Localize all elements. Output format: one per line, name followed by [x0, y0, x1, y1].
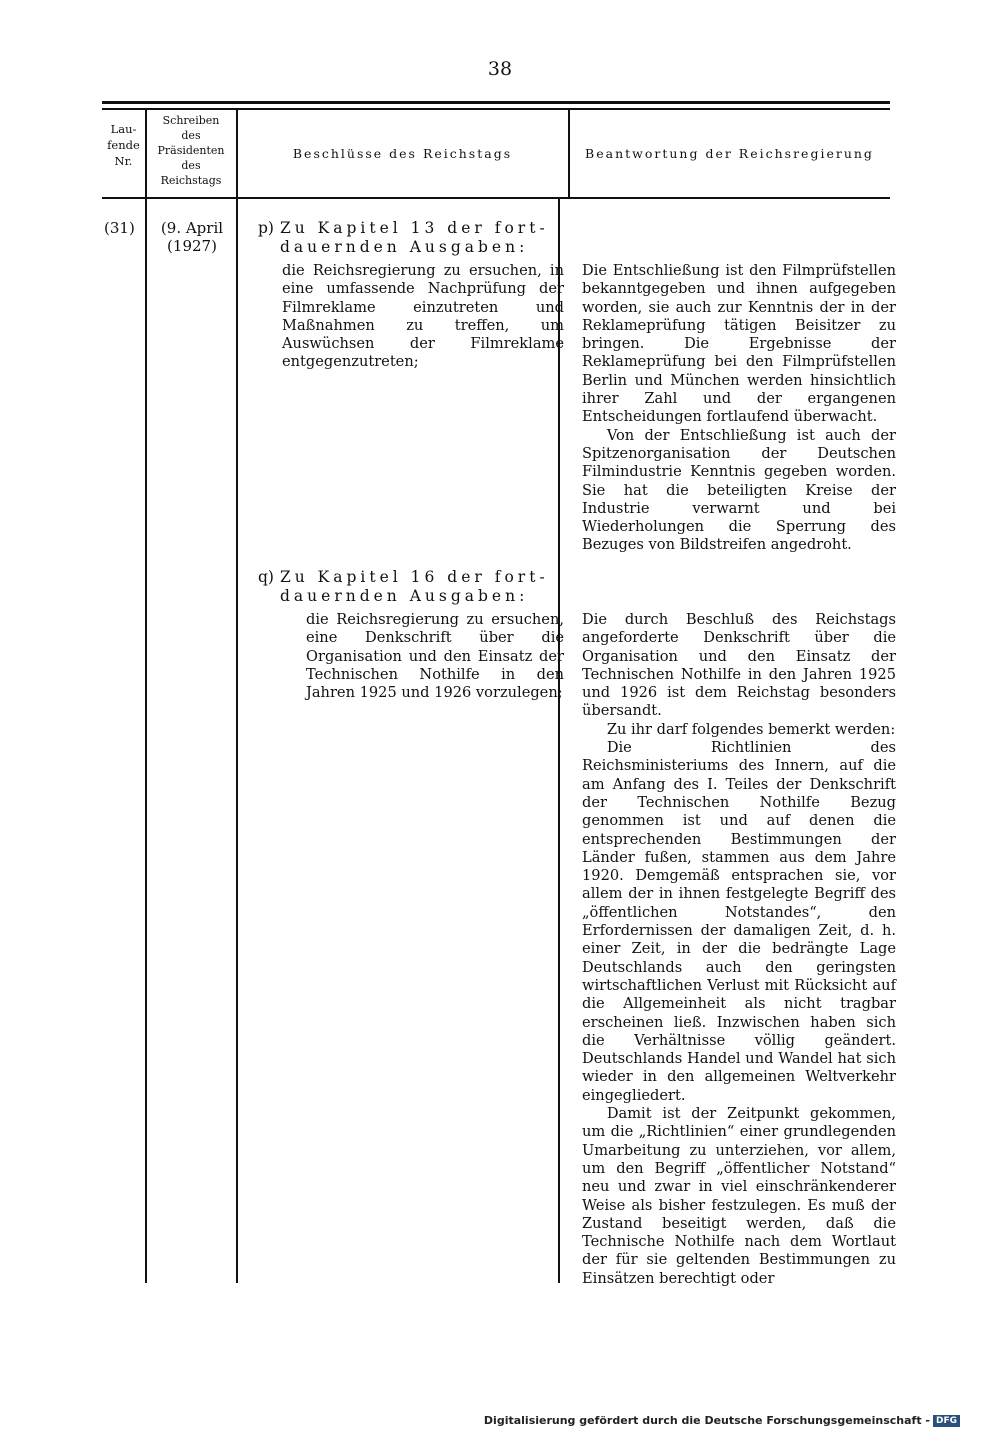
page-number: 38 [487, 58, 513, 80]
table-header-rule [102, 108, 890, 110]
table-body-rule [102, 197, 890, 199]
entry-q-label: q) [258, 568, 274, 586]
header-beantwortung: Beantwortung der Reichsregierung [585, 146, 874, 161]
header-beschluesse: Beschlüsse des Reichstags [292, 146, 513, 161]
dfg-logo: DFG [933, 1415, 960, 1427]
row-number: (31) [104, 219, 135, 237]
entry-p-label: p) [258, 219, 274, 237]
entry-p-answer: Die Entschließung ist den Filmprüfstellen bekanntgegeben und ihnen aufgegeben worden, sie auch zur Kenntnis der in der Reklameprüfung tätigen Beisitzer zu bringen. Die Ergebnisse der Reklameprüfung bei den Filmprüfstellen Berlin und München werden hinsichtlich ihrer Zahl und der ergangenen Entscheidungen fortlaufend überwacht. Von der Entschließung ist auch der Spitzenorganisation der Deutschen Filmindustrie Kenntnis gegeben worden. Sie hat die beteiligten Kreise der Industrie verwarnt und bei Wiederholungen die Sperrung des Bezuges von Bildstreifen angedroht. [582, 262, 896, 554]
entry-q-heading: q) Zu Kapitel 16 der fort- dauernden Ausgaben: [258, 568, 549, 605]
column-divider-2 [236, 108, 238, 1283]
footer-credit: Digitalisierung gefördert durch die Deutsche Forschungsgemeinschaft - DFG [484, 1414, 960, 1427]
table-top-rule [102, 101, 890, 104]
entry-p-heading: p) Zu Kapitel 13 der fort- dauernden Ausgaben: [258, 219, 549, 256]
header-schreiben: Schreiben des Präsidenten des Reichstags [157, 114, 225, 187]
header-laufende-nr: Lau- fende Nr. [107, 122, 140, 168]
entry-q-resolution: die Reichsregierung zu ersuchen, eine Denkschrift über die Organisation und den Einsatz der Technischen Nothilfe in den Jahren 1925 und 1926 vorzulegen; [306, 611, 564, 702]
column-divider-1 [145, 108, 147, 1283]
row-date: (9. April (1927) [160, 219, 224, 255]
entry-p-resolution: die Reichsregierung zu ersuchen, in eine umfassende Nachprüfung der Filmreklame einzutreten und Maßnahmen zu treffen, um Auswüchsen der Filmreklame entgegenzutreten; [282, 262, 564, 371]
entry-q-answer: Die durch Beschluß des Reichstags angeforderte Denkschrift über die Organisation und den Einsatz der Technischen Nothilfe in den Jahren 1925 und 1926 ist dem Reichstag besonders übersandt. Zu ihr darf folgendes bemerkt werden: Die Richtlinien des Reichsministeriums des Innern, auf die am Anfang des I. Teiles der Denkschrift der Technischen Nothilfe Bezug genommen ist und auf denen die entsprechenden Bestimmungen der Länder fußen, stammen aus dem Jahre 1920. Demgemäß entsprachen sie, vor allem der in ihnen festgelegte Begriff des „öffentlichen Notstandes“, den Erfordernissen der damaligen Zeit, d. h. einer Zeit, in der die bedrängte Lage Deutschlands auch den geringsten wirtschaftlichen Verlust mit Rücksicht auf die Allgemeinheit als nicht tragbar erscheinen ließ. Inzwischen haben sich die Verhältnisse völlig geändert. Deutschlands Handel und Wandel hat sich wieder in den allgemeinen Weltverkehr eingegliedert. Damit ist der Zeitpunkt gekommen, um die „Richtlinien“ einer grundlegenden Umarbeitung zu unterziehen, vor allem, um den Begriff „öffentlicher Notstand“ neu und zwar in viel einschränkenderer Weise als bisher festzulegen. Es muß der Zustand beseitigt werden, daß die Technische Nothilfe nach dem Wortlaut der für sie geltenden Bestimmungen zu Einsätzen berechtigt oder [582, 611, 896, 1287]
